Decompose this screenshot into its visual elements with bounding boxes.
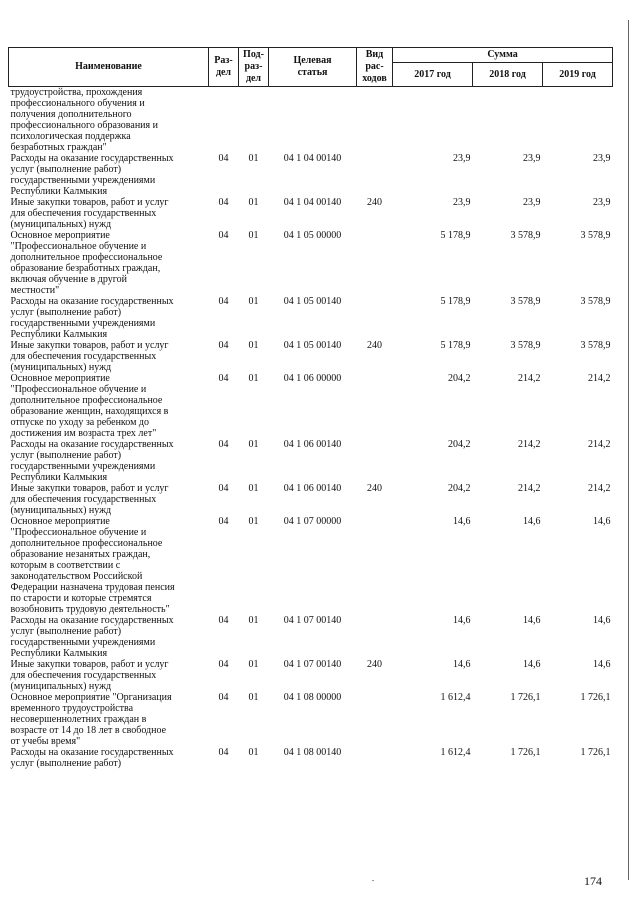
row-expense-type xyxy=(357,615,393,659)
row-value-2017 xyxy=(393,87,473,154)
row-expense-type xyxy=(357,230,393,296)
row-subsection: 01 xyxy=(248,659,259,670)
row-name-line: "Профессиональное обучение и xyxy=(10,527,147,538)
row-value-2018 xyxy=(473,87,543,154)
row-name-line: психологическая поддержка xyxy=(10,131,131,142)
row-name-line: Основное мероприятие xyxy=(10,516,110,527)
header-year-2018: 2018 год xyxy=(473,63,543,87)
row-value-2018: 3 578,9 xyxy=(510,230,541,241)
row-name xyxy=(9,230,209,296)
row-name-line: дополнительное профессиональное xyxy=(10,395,163,406)
row-name xyxy=(9,615,209,659)
row-value-2019: 23,9 xyxy=(593,153,611,164)
row-name-line: образование безработных граждан, xyxy=(10,263,161,274)
row-name xyxy=(9,692,209,747)
row-subsection: 01 xyxy=(248,516,259,527)
row-target-code: 04 1 05 00140 xyxy=(283,340,342,351)
row-expense-type: 240 xyxy=(367,197,382,208)
row-expense-type xyxy=(357,153,393,197)
row-subsection: 01 xyxy=(248,747,259,758)
row-value-2017: 14,6 xyxy=(453,615,471,626)
row-subsection: 01 xyxy=(248,439,259,450)
row-name-line: для обеспечения государственных xyxy=(10,494,157,505)
row-name-line: профессионального образования и xyxy=(10,120,158,131)
row-expense-type xyxy=(357,87,393,154)
row-value-2019: 23,9 xyxy=(593,197,611,208)
row-target-code: 04 1 04 00140 xyxy=(283,153,342,164)
row-value-2017: 14,6 xyxy=(453,659,471,670)
row-expense-type xyxy=(357,516,393,615)
row-section: 04 xyxy=(218,692,229,703)
row-name-line: Расходы на оказание государственных xyxy=(10,439,174,450)
row-name-line: Иные закупки товаров, работ и услуг xyxy=(10,659,169,670)
row-value-2019: 1 726,1 xyxy=(580,692,611,703)
row-section: 04 xyxy=(218,197,229,208)
scan-speck xyxy=(372,880,374,881)
row-name-line: Расходы на оказание государственных xyxy=(10,296,174,307)
row-value-2019: 3 578,9 xyxy=(580,230,611,241)
row-value-2019: 3 578,9 xyxy=(580,296,611,307)
row-subsection: 01 xyxy=(248,230,259,241)
row-value-2019: 214,2 xyxy=(588,483,611,494)
row-value-2018: 214,2 xyxy=(518,373,541,384)
row-subsection: 01 xyxy=(248,153,259,164)
row-value-2018: 14,6 xyxy=(523,516,541,527)
row-value-2019 xyxy=(543,87,613,154)
row-name-line: которым в соответствии с xyxy=(10,560,121,571)
row-name-line: государственными учреждениями xyxy=(10,461,156,472)
row-name-line: услуг (выполнение работ) xyxy=(10,626,122,637)
row-subsection: 01 xyxy=(248,340,259,351)
row-target-code: 04 1 06 00000 xyxy=(283,373,342,384)
row-expense-type: 240 xyxy=(367,340,382,351)
row-section: 04 xyxy=(218,373,229,384)
row-value-2017: 14,6 xyxy=(453,516,471,527)
row-section: 04 xyxy=(218,340,229,351)
row-target-code xyxy=(269,87,357,154)
row-name-line: возобновить трудовую деятельность" xyxy=(10,604,170,615)
budget-sheet xyxy=(8,47,612,769)
row-value-2019: 14,6 xyxy=(593,615,611,626)
row-name xyxy=(9,373,209,439)
row-name xyxy=(9,483,209,516)
row-value-2018: 23,9 xyxy=(523,153,541,164)
table-row xyxy=(9,483,613,516)
row-name-line: трудоустройства, прохождения xyxy=(10,87,143,98)
page-edge-line xyxy=(628,20,629,880)
row-subsection: 01 xyxy=(248,197,259,208)
row-value-2017: 204,2 xyxy=(448,373,471,384)
row-section: 04 xyxy=(218,747,229,758)
row-target-code: 04 1 05 00140 xyxy=(283,296,342,307)
table-row xyxy=(9,230,613,296)
row-name-line: Республики Калмыкия xyxy=(10,186,108,197)
row-value-2019: 14,6 xyxy=(593,659,611,670)
row-name-line: Расходы на оказание государственных xyxy=(10,615,174,626)
row-name-line: Расходы на оказание государственных xyxy=(10,153,174,164)
row-value-2019: 14,6 xyxy=(593,516,611,527)
row-name xyxy=(9,296,209,340)
row-subsection: 01 xyxy=(248,483,259,494)
row-name-line: (муниципальных) нужд xyxy=(10,505,112,516)
header-year-2017: 2017 год xyxy=(393,63,473,87)
row-name-line: Иные закупки товаров, работ и услуг xyxy=(10,483,169,494)
row-expense-type xyxy=(357,692,393,747)
row-section: 04 xyxy=(218,483,229,494)
row-name xyxy=(9,153,209,197)
row-value-2017: 5 178,9 xyxy=(440,230,471,241)
row-name-line: по старости и которые стремятся xyxy=(10,593,152,604)
row-value-2018: 3 578,9 xyxy=(510,340,541,351)
row-name-line: включая обучение в другой xyxy=(10,274,127,285)
table-row xyxy=(9,659,613,692)
row-name-line: для обеспечения государственных xyxy=(10,670,157,681)
row-name-line: государственными учреждениями xyxy=(10,175,156,186)
row-name xyxy=(9,659,209,692)
header-section: Раз- дел xyxy=(209,48,239,87)
row-expense-type xyxy=(357,296,393,340)
row-name-line: для обеспечения государственных xyxy=(10,208,157,219)
row-section: 04 xyxy=(218,296,229,307)
row-name-line: Иные закупки товаров, работ и услуг xyxy=(10,197,169,208)
row-name-line: Республики Калмыкия xyxy=(10,472,108,483)
row-name xyxy=(9,340,209,373)
table-row xyxy=(9,747,613,769)
row-subsection: 01 xyxy=(248,615,259,626)
row-name-line: государственными учреждениями xyxy=(10,318,156,329)
row-name xyxy=(9,747,209,769)
header-name: Наименование xyxy=(9,48,209,87)
table-body xyxy=(9,87,613,770)
row-name-line: (муниципальных) нужд xyxy=(10,681,112,692)
row-name-line: Основное мероприятие xyxy=(10,373,110,384)
row-name-line: услуг (выполнение работ) xyxy=(10,164,122,175)
row-name-line: "Профессиональное обучение и xyxy=(10,384,147,395)
row-name xyxy=(9,516,209,615)
row-subsection: 01 xyxy=(248,692,259,703)
header-year-2019: 2019 год xyxy=(543,63,613,87)
row-section: 04 xyxy=(218,615,229,626)
row-name-line: образование незанятых граждан, xyxy=(10,549,151,560)
row-name xyxy=(9,87,209,154)
row-name-line: дополнительное профессиональное xyxy=(10,252,163,263)
row-section: 04 xyxy=(218,439,229,450)
row-subsection: 01 xyxy=(248,373,259,384)
row-value-2019: 1 726,1 xyxy=(580,747,611,758)
row-value-2018: 214,2 xyxy=(518,439,541,450)
row-name xyxy=(9,197,209,230)
table-row xyxy=(9,373,613,439)
row-value-2018: 23,9 xyxy=(523,197,541,208)
row-name-line: законодательством Российской xyxy=(10,571,143,582)
row-name-line: Республики Калмыкия xyxy=(10,329,108,340)
table-header xyxy=(9,48,613,87)
table-row xyxy=(9,692,613,747)
row-value-2017: 5 178,9 xyxy=(440,296,471,307)
row-target-code: 04 1 08 00000 xyxy=(283,692,342,703)
row-name-line: "Профессиональное обучение и xyxy=(10,241,147,252)
row-name-line: достижения им возраста трех лет" xyxy=(10,428,157,439)
row-value-2019: 3 578,9 xyxy=(580,340,611,351)
row-value-2018: 1 726,1 xyxy=(510,747,541,758)
row-section: 04 xyxy=(218,659,229,670)
header-subsection: Под- раз- дел xyxy=(239,48,269,87)
row-value-2019: 214,2 xyxy=(588,373,611,384)
row-value-2017: 23,9 xyxy=(453,197,471,208)
row-target-code: 04 1 04 00140 xyxy=(283,197,342,208)
table-row xyxy=(9,340,613,373)
row-name-line: Иные закупки товаров, работ и услуг xyxy=(10,340,169,351)
table-row xyxy=(9,516,613,615)
row-name-line: профессионального обучения и xyxy=(10,98,145,109)
row-name-line: временного трудоустройства xyxy=(10,703,134,714)
row-name-line: услуг (выполнение работ) xyxy=(10,758,122,769)
row-expense-type xyxy=(357,373,393,439)
row-section: 04 xyxy=(218,230,229,241)
row-subsection xyxy=(239,87,269,154)
table-row xyxy=(9,296,613,340)
row-name-line: Основное мероприятие xyxy=(10,230,110,241)
row-target-code: 04 1 06 00140 xyxy=(283,439,342,450)
row-name-line: услуг (выполнение работ) xyxy=(10,450,122,461)
row-value-2017: 1 612,4 xyxy=(440,692,471,703)
row-name-line: государственными учреждениями xyxy=(10,637,156,648)
row-name-line: для обеспечения государственных xyxy=(10,351,157,362)
row-value-2018: 14,6 xyxy=(523,615,541,626)
row-expense-type: 240 xyxy=(367,483,382,494)
row-name-line: получения дополнительного xyxy=(10,109,132,120)
table-row xyxy=(9,87,613,154)
row-name-line: возрасте от 14 до 18 лет в свободное xyxy=(10,725,167,736)
row-name-line: дополнительное профессиональное xyxy=(10,538,163,549)
row-value-2018: 14,6 xyxy=(523,659,541,670)
row-name-line: услуг (выполнение работ) xyxy=(10,307,122,318)
row-name-line: отпуске по уходу за ребенком до xyxy=(10,417,149,428)
table-row xyxy=(9,197,613,230)
header-target: Целевая статья xyxy=(269,48,357,87)
row-target-code: 04 1 07 00140 xyxy=(283,659,342,670)
row-name-line: местности" xyxy=(10,285,60,296)
row-name-line: от учебы время" xyxy=(10,736,81,747)
table-row xyxy=(9,153,613,197)
row-subsection: 01 xyxy=(248,296,259,307)
budget-table xyxy=(8,47,613,769)
row-name-line: Республики Калмыкия xyxy=(10,648,108,659)
row-name-line: безработных граждан" xyxy=(10,142,107,153)
row-section xyxy=(209,87,239,154)
row-name-line: Федерации назначена трудовая пенсия xyxy=(10,582,175,593)
row-value-2017: 23,9 xyxy=(453,153,471,164)
row-target-code: 04 1 05 00000 xyxy=(283,230,342,241)
row-section: 04 xyxy=(218,516,229,527)
row-section: 04 xyxy=(218,153,229,164)
row-value-2018: 1 726,1 xyxy=(510,692,541,703)
row-name-line: Основное мероприятие "Организация xyxy=(10,692,172,703)
row-value-2017: 204,2 xyxy=(448,439,471,450)
row-target-code: 04 1 08 00140 xyxy=(283,747,342,758)
table-row xyxy=(9,439,613,483)
row-target-code: 04 1 06 00140 xyxy=(283,483,342,494)
row-name xyxy=(9,439,209,483)
row-name-line: (муниципальных) нужд xyxy=(10,362,112,373)
row-value-2017: 5 178,9 xyxy=(440,340,471,351)
header-sum: Сумма xyxy=(393,48,613,63)
row-expense-type xyxy=(357,439,393,483)
row-value-2017: 1 612,4 xyxy=(440,747,471,758)
row-target-code: 04 1 07 00140 xyxy=(283,615,342,626)
table-row xyxy=(9,615,613,659)
row-value-2019: 214,2 xyxy=(588,439,611,450)
row-expense-type: 240 xyxy=(367,659,382,670)
header-expense-type: Вид рас- ходов xyxy=(357,48,393,87)
row-name-line: несовершеннолетних граждан в xyxy=(10,714,147,725)
row-name-line: (муниципальных) нужд xyxy=(10,219,112,230)
row-name-line: образование женщин, находящихся в xyxy=(10,406,169,417)
row-target-code: 04 1 07 00000 xyxy=(283,516,342,527)
row-name-line: Расходы на оказание государственных xyxy=(10,747,174,758)
row-value-2017: 204,2 xyxy=(448,483,471,494)
page-number: 174 xyxy=(584,874,602,888)
row-value-2018: 214,2 xyxy=(518,483,541,494)
row-value-2018: 3 578,9 xyxy=(510,296,541,307)
row-expense-type xyxy=(357,747,393,769)
